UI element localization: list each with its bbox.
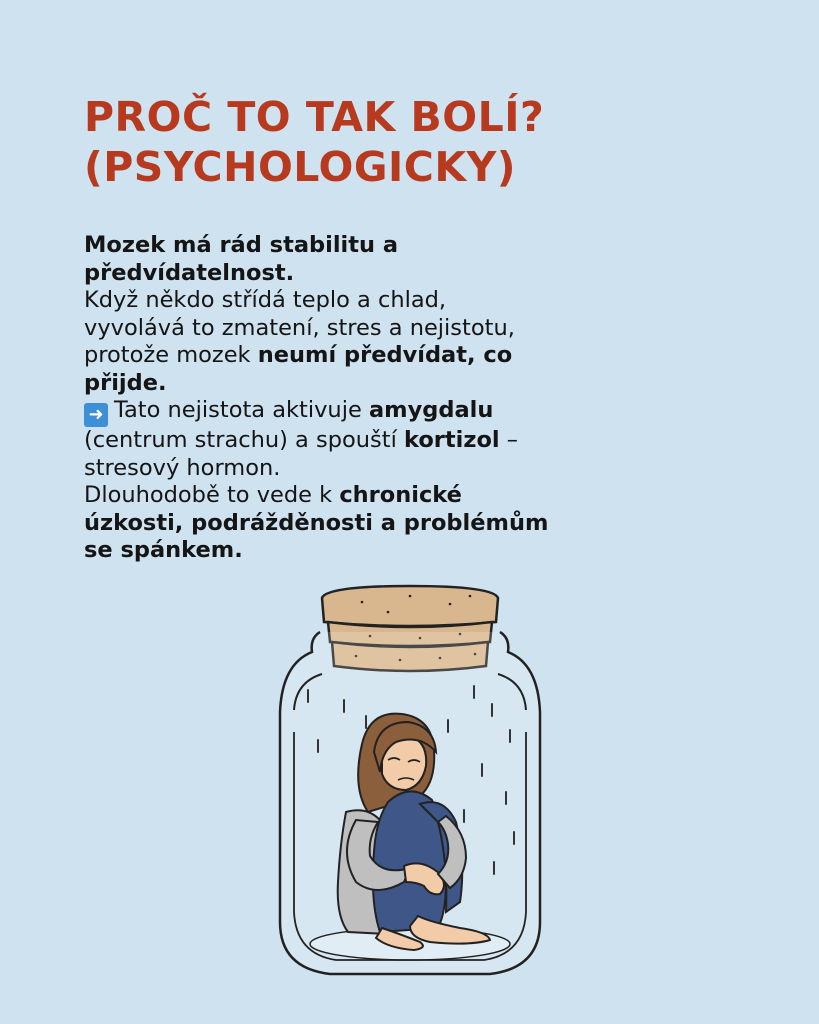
body-text: [84, 232, 744, 565]
bold-text: Mozek má rád stabilitu a: [84, 232, 399, 258]
body-line: [84, 370, 744, 398]
plain-text: –: [499, 427, 519, 453]
plain-text: Tato nejistota aktivuje: [114, 397, 369, 423]
body-line: [84, 397, 744, 427]
bold-text: předvídatelnost.: [84, 259, 295, 286]
arrow-right-icon: ➜: [84, 403, 108, 427]
bold-text: přijde.: [84, 369, 167, 396]
body-line: [84, 342, 744, 370]
title-line-1: PROČ TO TAK BOLÍ?: [84, 93, 545, 141]
plain-text: (centrum strachu) a spouští: [84, 427, 404, 453]
bold-text: neumí předvídat, co: [257, 342, 513, 368]
body-line: [84, 537, 744, 565]
plain-text: Dlouhodobě to vede k: [84, 482, 340, 508]
bold-text: se spánkem.: [84, 537, 243, 563]
bold-text: amygdalu: [368, 397, 494, 423]
body-line: [84, 482, 744, 510]
body-line: [84, 260, 744, 288]
body-line: Když někdo střídá teplo a chlad,: [84, 287, 447, 313]
body-line: vyvolává to zmatení, stres a nejistotu,: [84, 314, 515, 341]
bold-text: chronické: [339, 482, 462, 508]
body-line: [84, 232, 744, 260]
body-line: [84, 427, 744, 455]
body-line: stresový hormon.: [84, 454, 281, 481]
bold-text: úzkosti, podrážděnosti a problémům: [84, 509, 549, 536]
title-line-2: (PSYCHOLOGICKY): [84, 143, 517, 191]
plain-text: protože mozek: [84, 342, 258, 368]
page-title: [84, 92, 764, 192]
body-line: [84, 510, 744, 538]
bold-text: kortizol: [403, 427, 500, 453]
woman-in-jar-illustration: [270, 582, 550, 982]
